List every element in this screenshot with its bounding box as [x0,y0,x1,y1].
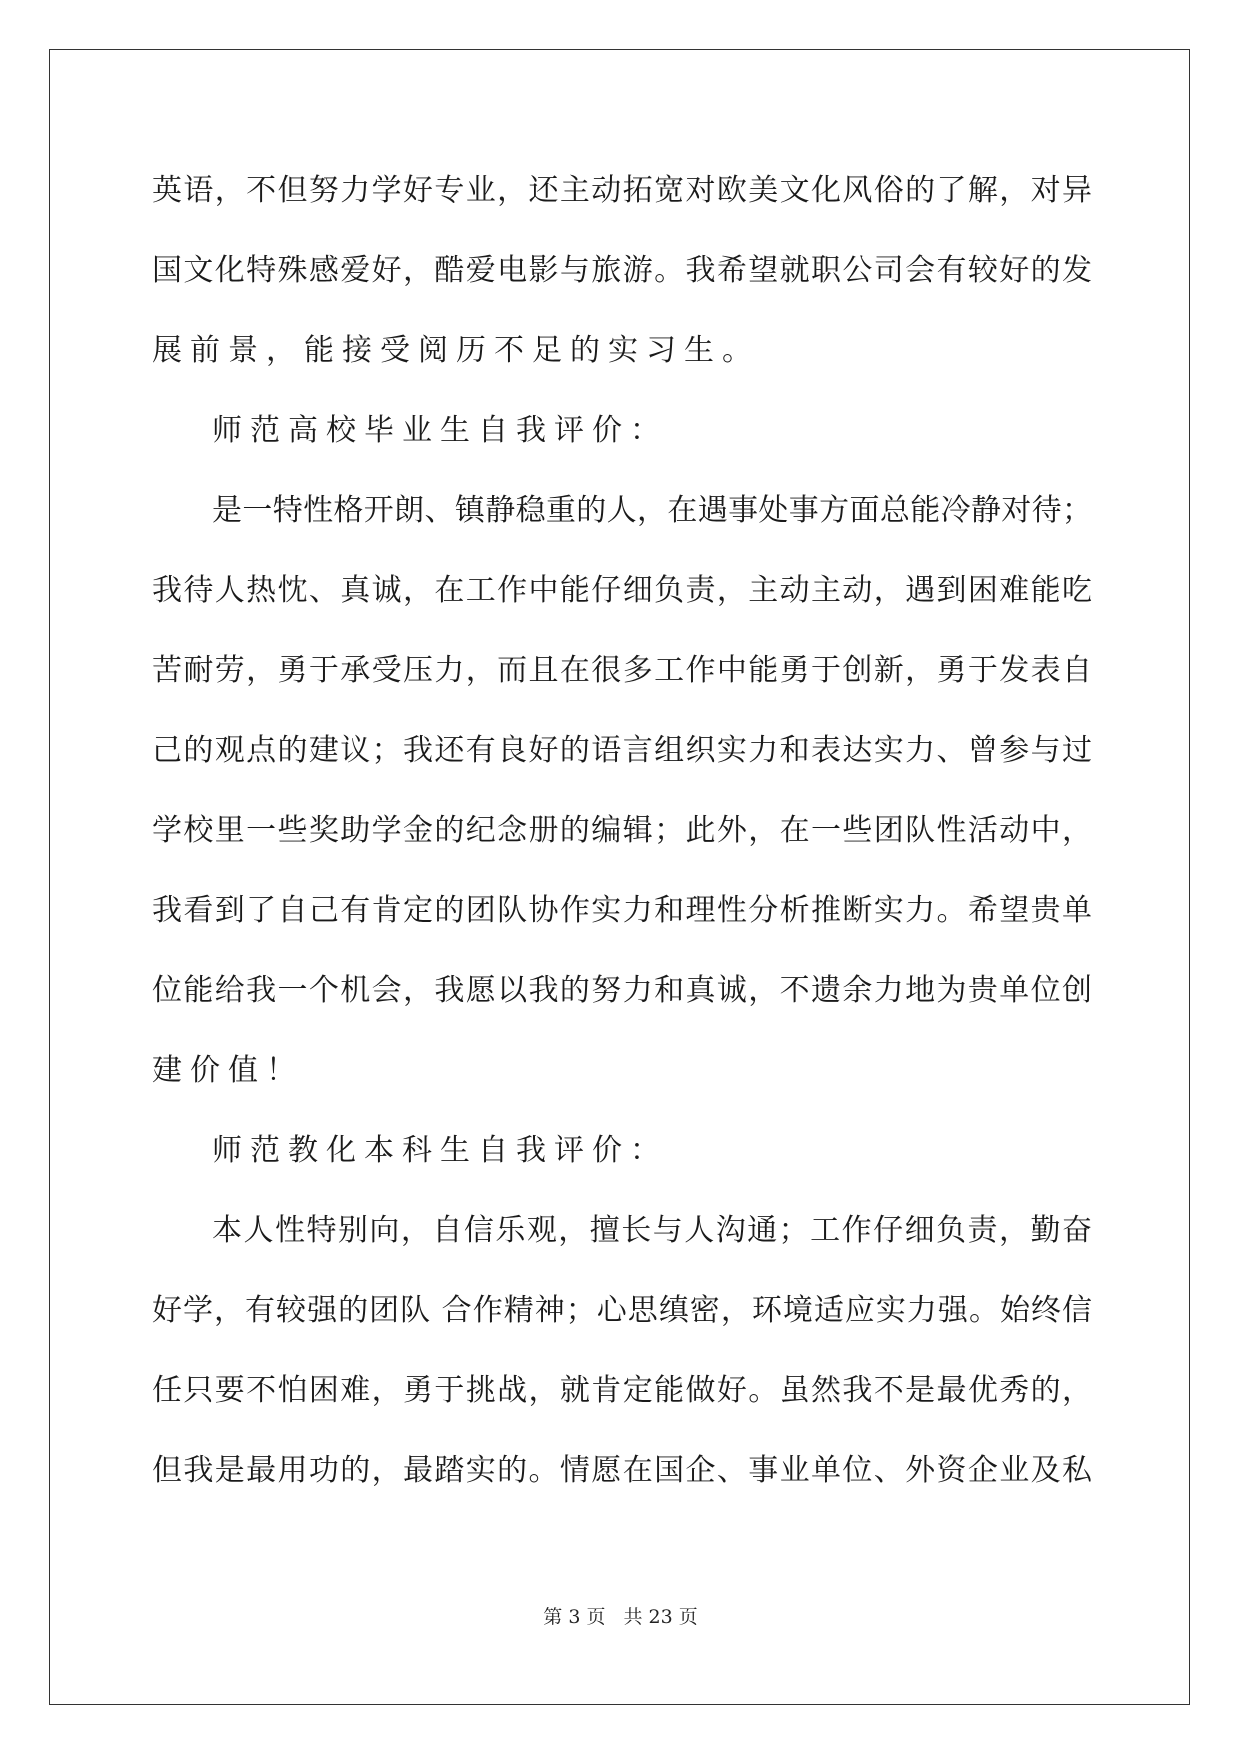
text-line-7: 苦耐劳，勇于承受压力，而且在很多工作中能勇于创新，勇于发表自 [152,653,1092,688]
text-line-8: 己的观点的建议；我还有良好的语言组织实力和表达实力、曾参与过 [152,733,1092,768]
text-line-15: 好学，有较强的团队 合作精神；心思缜密，环境适应实力强。始终信 [152,1293,1092,1328]
document-body [152,166,1092,1526]
text-line-9: 学校里一些奖助学金的纪念册的编辑；此外，在一些团队性活动中， [152,813,1092,848]
text-line-17: 但我是最用功的，最踏实的。情愿在国企、事业单位、外资企业及私 [152,1453,1092,1488]
text-line-10: 我看到了自己有肯定的团队协作实力和理性分析推断实力。希望贵单 [152,893,1092,928]
text-line-16: 任只要不怕困难，勇于挑战，就肯定能做好。虽然我不是最优秀的， [152,1373,1092,1408]
text-line-6: 我待人热忱、真诚，在工作中能仔细负责，主动主动，遇到困难能吃 [152,573,1092,608]
page-footer [0,1602,1241,1629]
text-line-2: 国文化特殊感爱好，酷爱电影与旅游。我希望就职公司会有较好的发 [152,253,1092,288]
text-line-5: 是一特性格开朗、镇静稳重的人，在遇事处事方面总能冷静对待； [212,493,1092,528]
section-heading-normal-university-graduate: 师范高校毕业生自我评价： [212,413,668,448]
text-line-3: 展前景，能接受阅历不足的实习生。 [152,333,760,368]
page-total: 共 23 页 [623,1606,698,1628]
section-heading-normal-education-undergraduate: 师范教化本科生自我评价： [212,1133,668,1168]
page-number: 第 3 页 [543,1606,606,1628]
text-line-14: 本人性特别向，自信乐观，擅长与人沟通；工作仔细负责，勤奋 [212,1213,1092,1248]
text-line-12: 建价值！ [152,1053,304,1088]
text-line-11: 位能给我一个机会，我愿以我的努力和真诚，不遗余力地为贵单位创 [152,973,1092,1008]
text-line-1: 英语，不但努力学好专业，还主动拓宽对欧美文化风俗的了解，对异 [152,173,1092,208]
